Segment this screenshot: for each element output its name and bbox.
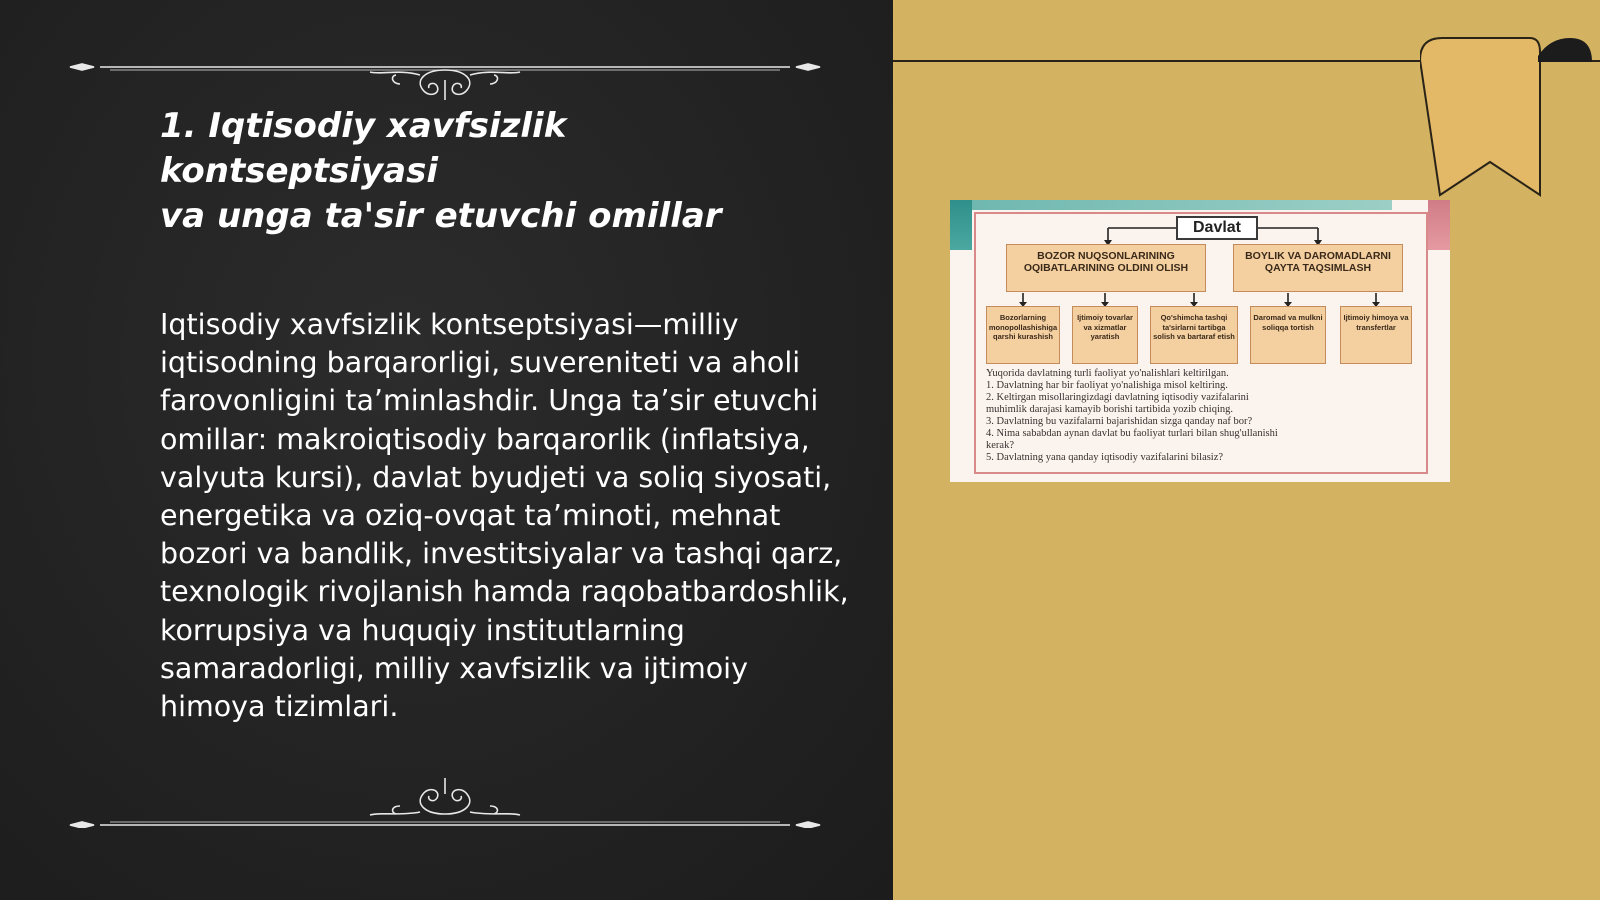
title-line-1: 1. Iqtisodiy xavfsizlik kontseptsiyasi bbox=[160, 106, 567, 191]
diagram-leaf-node: Ijtimoiy himoya va transfertlar bbox=[1340, 306, 1412, 364]
textbook-line: 4. Nima sababdan aynan davlat bu faoliyat turlari bilan shug'ullanishi bbox=[986, 428, 1278, 439]
slide-title bbox=[160, 104, 840, 239]
textbook-line: 1. Davlatning har bir faoliyat yo'nalishiga misol keltiring. bbox=[986, 380, 1228, 391]
textbook-line: 2. Keltirgan misollaringizdagi davlatning iqtisodiy vazifalarini bbox=[986, 392, 1249, 403]
bookmark-ribbon-icon bbox=[1420, 30, 1600, 205]
textbook-diagram-image bbox=[950, 200, 1450, 482]
bottom-ornament-icon bbox=[60, 768, 830, 828]
diagram-leaf-node: Daromad va mulkni soliqqa tortish bbox=[1250, 306, 1326, 364]
diagram-leaf-node: Qo'shimcha tashqi ta'sirlarni tartibga solish va bartaraf etish bbox=[1150, 306, 1238, 364]
diagram-branch-node: BOZOR NUQSONLARINING OQIBATLARINING OLDINI OLISH bbox=[1006, 244, 1206, 292]
slide-body-text: Iqtisodiy xavfsizlik kontseptsiyasi—milliy iqtisodning barqarorligi, suvereniteti va aholi farovonligini ta’minlashdir. Unga ta’sir etuvchi omillar: makroiqtisodiy barqarorlik (inflatsiya, valyuta kursi), davlat byudjeti va soliq siyosati, energetika va oziq-ovqat ta’minoti, mehnat bozori va bandlik, investitsiyalar va tashqi qarz, texnologik rivojlanish hamda raqobatbardoshlik, korrupsiya va huquqiy institutlarning samaradorligi, milliy xavfsizlik va ijtimoiy himoya tizimlari. bbox=[160, 308, 849, 724]
diagram-leaf-node: Ijtimoiy tovarlar va xizmatlar yaratish bbox=[1072, 306, 1138, 364]
textbook-line: kerak? bbox=[986, 440, 1014, 451]
textbook-line: Yuqorida davlatning turli faoliyat yo'nalishlari keltirilgan. bbox=[986, 368, 1229, 379]
diagram-leaf-node: Bozorlarning monopollashishiga qarshi kurashish bbox=[986, 306, 1060, 364]
textbook-line: 5. Davlatning yana qanday iqtisodiy vazifalarini bilasiz? bbox=[986, 452, 1224, 463]
diagram-branch-node: BOYLIK VA DAROMADLARNI QAYTA TAQSIMLASH bbox=[1233, 244, 1403, 292]
textbook-line: muhimlik darajasi kamayib borishi tartibida yozib chiqing. bbox=[986, 404, 1233, 415]
textbook-line: 3. Davlatning bu vazifalarni bajarishidan sizga qanday naf bor? bbox=[986, 416, 1253, 427]
top-ornament-icon bbox=[60, 50, 830, 110]
title-line-2: va unga ta'sir etuvchi omillar bbox=[160, 196, 722, 236]
diagram-root-node: Davlat bbox=[1176, 216, 1258, 240]
textbook-questions bbox=[986, 368, 1416, 464]
